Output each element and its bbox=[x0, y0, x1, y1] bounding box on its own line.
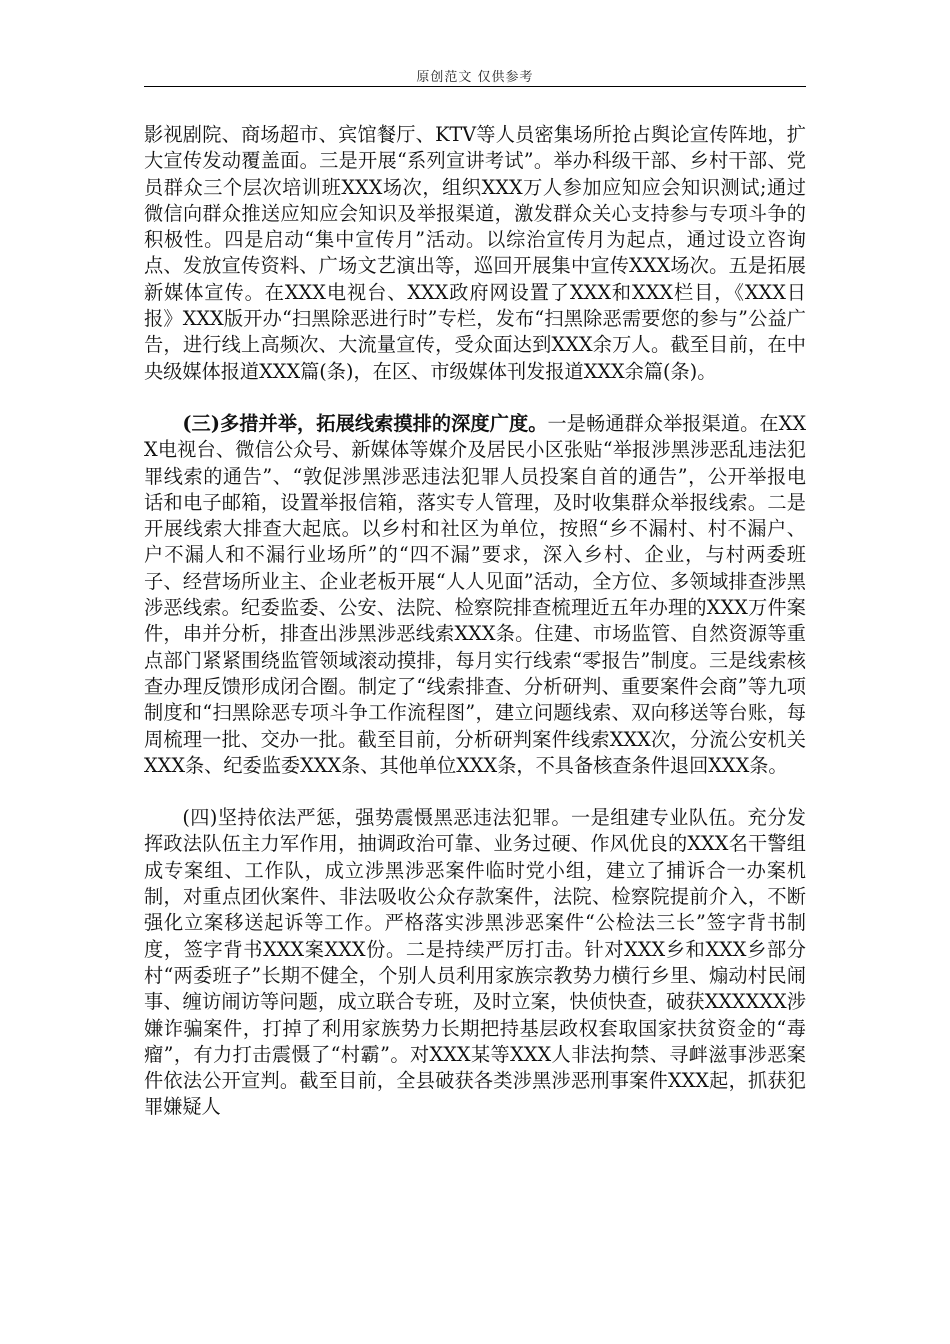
header-divider bbox=[144, 86, 806, 87]
paragraph-publicity bbox=[144, 122, 806, 385]
paragraph-text: 一是畅通群众举报渠道。在XXX电视台、微信公众号、新媒体等媒介及居民小区张贴“举报涉黑涉恶乱违法犯罪线索的通告”、“敦促涉黑涉恶违法犯罪人员投案自首的通告”，公开举报电话和电子邮箱，设置举报信箱，落实专人管理，及时收集群众举报线索。二是开展线索大排查大起底。以乡村和社区为单位，按照“乡不漏村、村不漏户、户不漏人和不漏行业场所”的“四不漏”要求，深入乡村、企业，与村两委班子、经营场所业主、企业老板开展“人人见面”活动，全方位、多领域排查涉黑涉恶线索。纪委监委、公安、法院、检察院排查梳理近五年办理的XXX万件案件，串并分析，排查出涉黑涉恶线索XXX条。住建、市场监管、自然资源等重点部门紧紧围绕监管领域滚动摸排，每月实行线索“零报告”制度。三是线索核查办理反馈形成闭合圈。制定了“线索排查、分析研判、重要案件会商”等九项制度和“扫黑除恶专项斗争工作流程图”，建立问题线索、双向移送等台账，每周梳理一批、交办一批。截至目前，分析研判案件线索XXX次，分流公安机关XXX条、纪委监委XXX条、其他单位XXX条，不具备核查条件退回XXX条。 bbox=[144, 411, 806, 777]
paragraph-text: (四)坚持依法严惩，强势震慑黑恶违法犯罪。一是组建专业队伍。充分发挥政法队伍主力军作用，抽调政治可靠、业务过硬、作风优良的XXX名干警组成专案组、工作队，成立涉黑涉恶案件临时党小组，建立了捕诉合一办案机制，对重点团伙案件、非法吸收公众存款案件，法院、检察院提前介入，不断强化立案移送起诉等工作。严格落实涉黑涉恶案件“公检法三长”签字背书制度，签字背书XXX案XXX份。二是持续严厉打击。针对XXX乡和XXX乡部分村“两委班子”长期不健全，个别人员利用家族宗教势力横行乡里、煽动村民闹事、缠访闹访等问题，成立联合专班，及时立案，快侦快查，破获XXXXXX涉嫌诈骗案件，打掉了利用家族势力长期把持基层政权套取国家扶贫资金的“毒瘤”，有力打击震慑了“村霸”。对XXX某等XXX人非法拘禁、寻衅滋事涉恶案件依法公开宣判。截至目前，全县破获各类涉黑涉恶刑事案件XXX起，抓获犯罪嫌疑人 bbox=[144, 806, 806, 1119]
paragraph-text: 影视剧院、商场超市、宾馆餐厅、KTV等人员密集场所抢占舆论宣传阵地，扩大宣传发动覆盖面。三是开展“系列宣讲考试”。举办科级干部、乡村干部、党员群众三个层次培训班XXX场次，组织XXX万人参加应知应会知识测试;通过微信向群众推送应知应会知识及举报渠道，激发群众关心支持参与专项斗争的积极性。四是启动“集中宣传月”活动。以综治宣传月为起点，通过设立咨询点、发放宣传资料、广场文艺演出等，巡回开展集中宣传XXX场次。五是拓展新媒体宣传。在XXX电视台、XXX政府网设置了XXX和XXX栏目，《XXX日报》XXX版开办“扫黑除恶进行时”专栏，发布“扫黑除恶需要您的参与”公益广告，进行线上高频次、大流量宣传，受众面达到XXX余万人。截至目前，在中央级媒体报道XXX篇(条)，在区、市级媒体刊发报道XXX余篇(条)。 bbox=[144, 123, 806, 383]
document-body bbox=[144, 122, 806, 1121]
paragraph-clue-investigation bbox=[144, 411, 806, 779]
paragraph-strict-punishment bbox=[144, 805, 806, 1121]
section-heading-3: (三)多措并举，拓展线索摸排的深度广度。 bbox=[182, 411, 548, 435]
page-header: 原创范文 仅供参考 bbox=[416, 70, 534, 85]
